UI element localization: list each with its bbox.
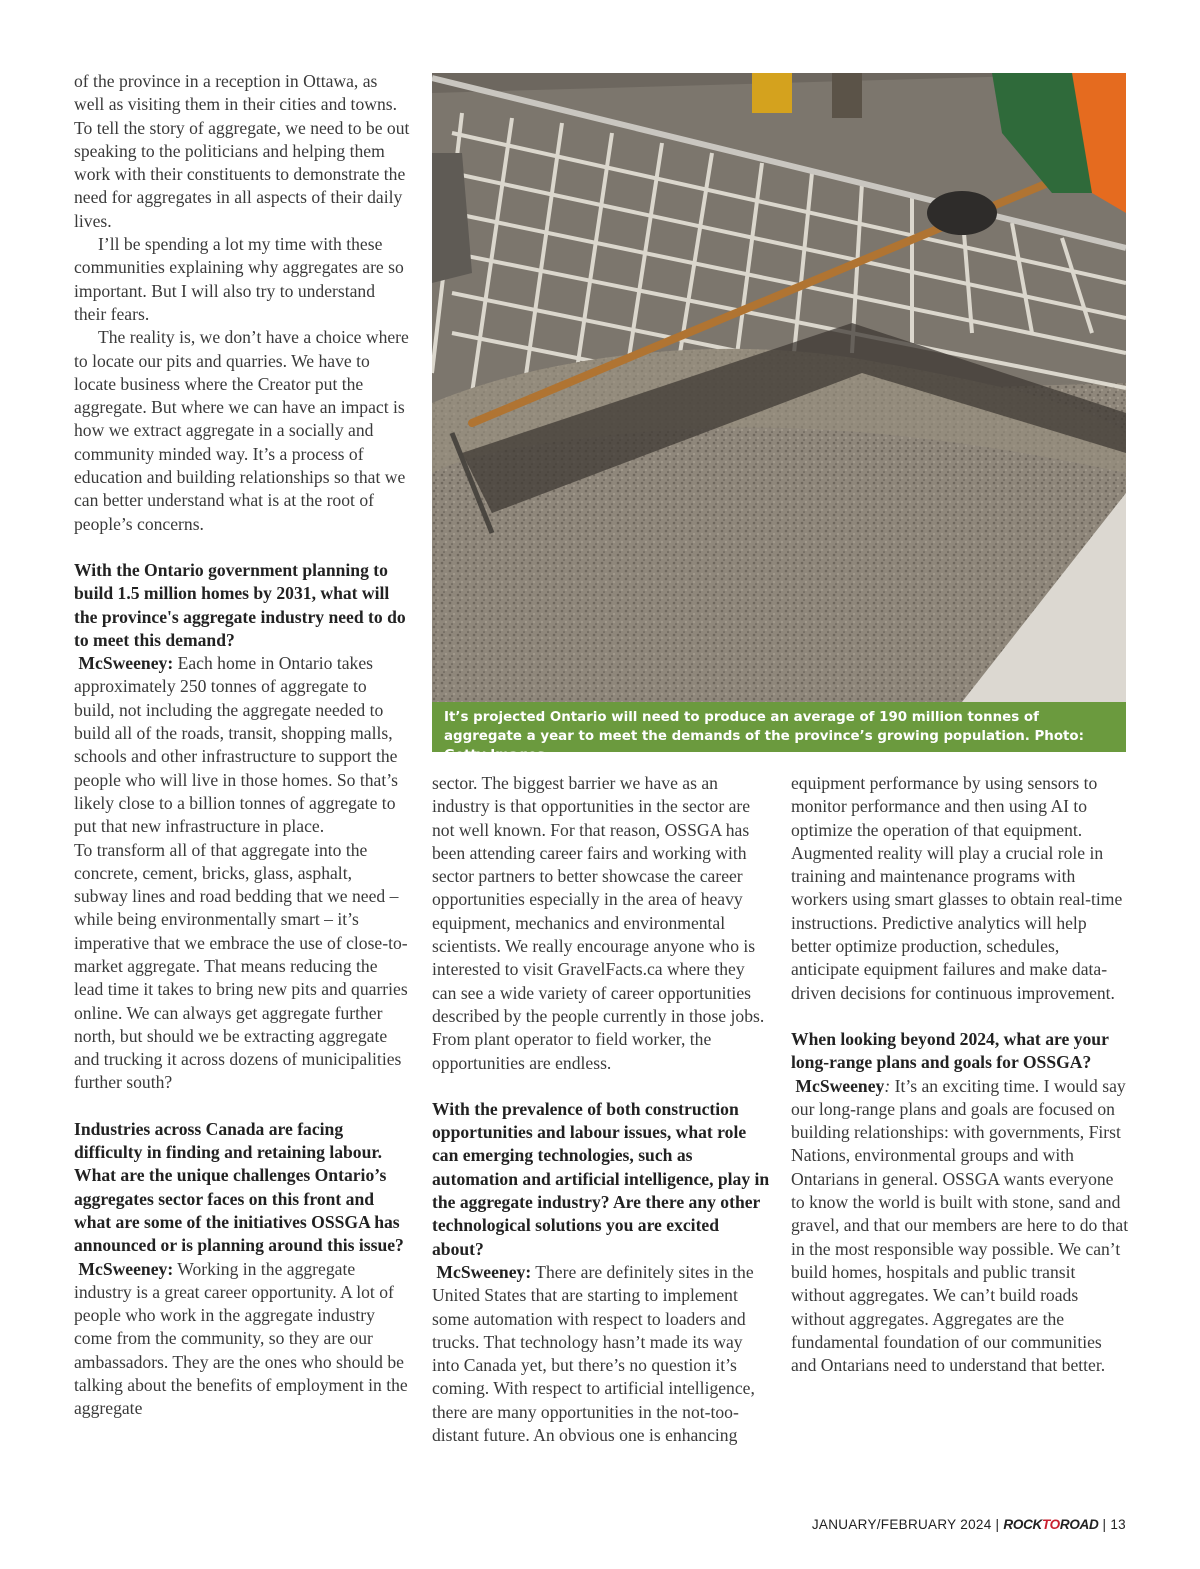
answer-paragraph (74, 1258, 410, 1421)
question-heading: With the prevalence of both construction opportunities and labour issues, what role can emerging technologies, such as automation and artificial intelligence, play in the aggregate industry? Are there any other technological solutions you are excited about? (432, 1098, 770, 1259)
page-footer (812, 1517, 1126, 1532)
question-heading: When looking beyond 2024, what are your long-range plans and goals for OSSGA? (791, 1028, 1109, 1073)
answer-text: Each home in Ontario takes approximately 250 tonnes of aggregate to build, not including the aggregate needed to build all of the roads, transit, shopping malls, schools and other infrastructure to support the people who will live in those homes. So that’s likely close to a billion tonnes of aggregate to put that new infrastructure in place. (74, 653, 398, 837)
photo-caption: It’s projected Ontario will need to produce an average of 190 million tonnes of aggregate a year to meet the demands of the province’s growing population. Photo: Getty Images (432, 702, 1126, 752)
answer-text: There are definitely sites in the United States that are starting to implement some automation with respect to loaders and trucks. That technology hasn’t made its way into Canada yet, but there’s no question it’s coming. With respect to artificial intelligence, there are many opportunities in the not-too-distant future. An obvious one is enhancing (432, 1261, 755, 1446)
speaker-name: McSweeney: (436, 1261, 532, 1282)
issue-date: JANUARY/FEBRUARY 2024 (811, 1517, 992, 1532)
answer-paragraph (432, 1261, 770, 1447)
logo-rock: ROCK (1003, 1517, 1042, 1532)
colon: : (884, 1075, 891, 1096)
speaker-name: McSweeney: (78, 1258, 174, 1279)
paragraph: The reality is, we don’t have a choice where to locate our pits and quarries. We have to locate business where the Creator put the aggregate. But where we can have an impact is how we extract aggregate in a socially and community minded way. It’s a process of education and building relationships so that we can better understand what is at the root of people’s concerns. (74, 327, 409, 534)
separator: | (1098, 1517, 1111, 1532)
logo-road: ROAD (1059, 1517, 1099, 1532)
answer-text: Working in the aggregate industry is a great career opportunity. A lot of people who work in the aggregate industry come from the community, so they are our ambassadors. They are the ones who should be talking about the benefits of employment in the aggregate (74, 1258, 408, 1419)
speaker-name: McSweeney (795, 1075, 885, 1096)
answer-text: It’s an exciting time. I would say our long-range plans and goals are focused on building relationships: with governments, First Nations, environmental groups and with Ontarians in general. OSSGA wants everyone to know the world is built with stone, sand and gravel, and that our members are here to do that in the most responsible way possible. We can’t build homes, hospitals and public transit without aggregates. We can’t build roads without aggregates. Aggregates are the fundamental foundation of our communities and Ontarians need to understand that better. (791, 1075, 1129, 1376)
concrete-pour-photo (432, 73, 1126, 702)
column-right (791, 772, 1129, 1377)
answer-paragraph (74, 652, 410, 838)
paragraph: sector. The biggest barrier we have as an industry is that opportunities in the sector are not well known. For that reason, OSSGA has been attending career fairs and working with sector partners to better showcase the career opportunities especially in the area of heavy equipment, mechanics and environmental scientists. We really encourage anyone who is interested to visit GravelFacts.ca where they can see a wide variety of career opportunities described by the people currently in those jobs. From plant operator to field worker, the opportunities are endless. (432, 773, 765, 1073)
page-number: 13 (1110, 1517, 1126, 1532)
magazine-logo (1003, 1517, 1098, 1532)
paragraph: To transform all of that aggregate into the concrete, cement, bricks, glass, asphalt, subway lines and road bedding that we need – while being environmentally smart – it’s imperative that we embrace the use of close-to-market aggregate. That means reducing the lead time it takes to bring new pits and quarries online. We can always get aggregate further north, but should we be extracting aggregate and trucking it across dozens of municipalities further south? (74, 839, 408, 1093)
column-middle (432, 772, 770, 1447)
question-heading: Industries across Canada are facing difficulty in finding and retaining labour. What are the unique challenges Ontario’s aggregates sector faces on this front and what are some of the initiatives OSSGA has announced or is planning around this issue? (74, 1118, 404, 1256)
question-heading: With the Ontario government planning to build 1.5 million homes by 2031, what will the province's aggregate industry need to do to meet this demand? (74, 559, 406, 650)
logo-to: TO (1041, 1517, 1060, 1532)
paragraph: of the province in a reception in Ottawa, as well as visiting them in their cities and towns. To tell the story of aggregate, we need to be out speaking to the politicians and helping them work with their constituents to demonstrate the need for aggregates in all aspects of their daily lives. (74, 71, 410, 231)
answer-paragraph (791, 1075, 1129, 1378)
paragraph: equipment performance by using sensors to monitor performance and then using AI to optimize the operation of that equipment. Augmented reality will play a crucial role in training and maintenance programs with workers using smart glasses to obtain real-time instructions. Predictive analytics will help better optimize production, schedules, anticipate equipment failures and make data-driven decisions for continuous improvement. (791, 773, 1123, 1003)
paragraph: I’ll be spending a lot my time with these communities explaining why aggregates are so important. But I will also try to understand their fears. (74, 234, 404, 324)
separator: | (991, 1517, 1004, 1532)
speaker-name: McSweeney: (78, 653, 174, 674)
column-left (74, 70, 410, 1421)
